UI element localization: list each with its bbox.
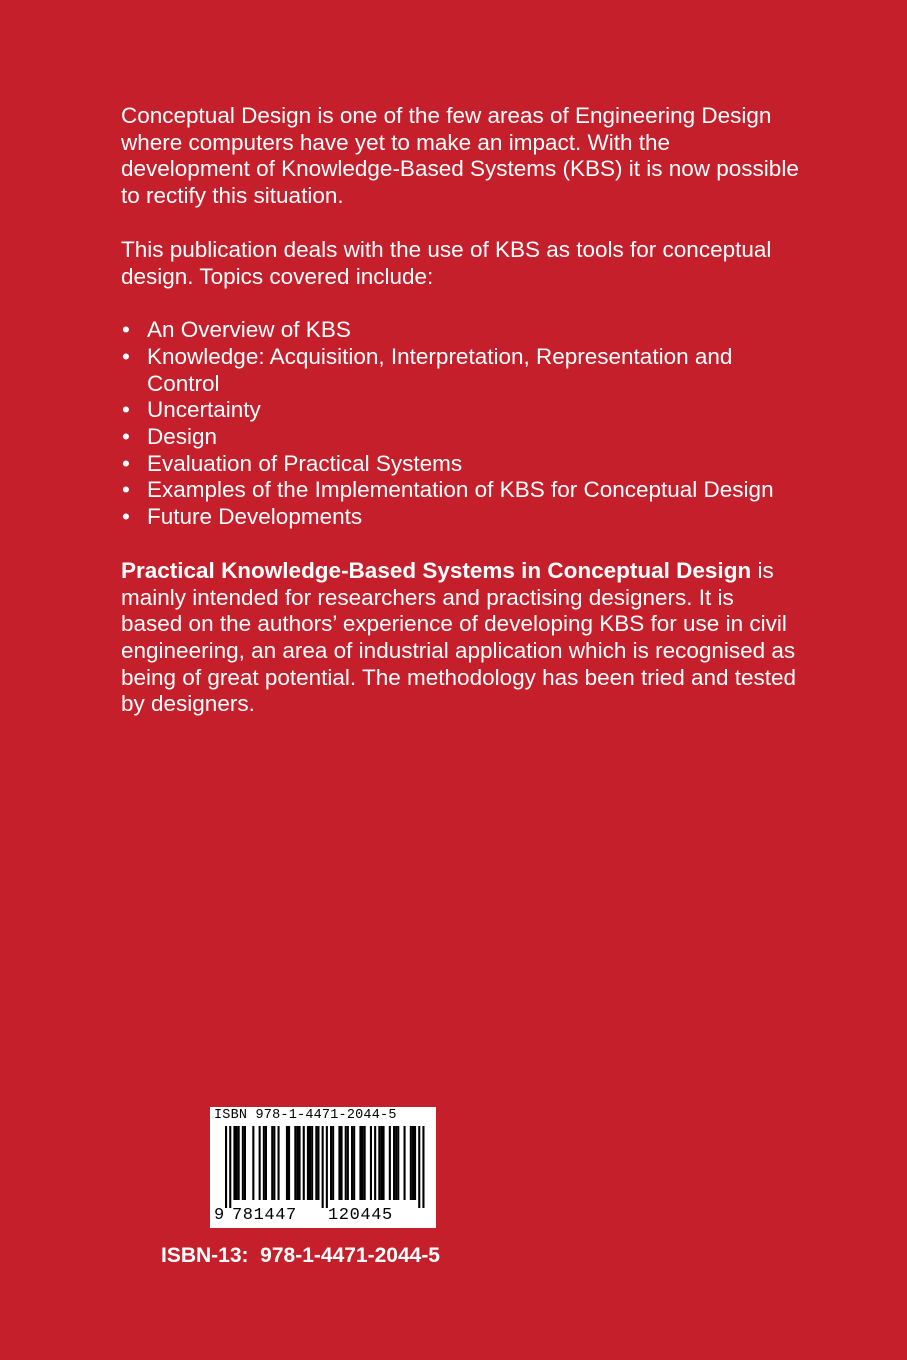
barcode-bar <box>311 1126 313 1200</box>
topics-intro-paragraph: This publication deals with the use of KBS as tools for conceptual design. Topics covered include: <box>121 236 772 289</box>
list-item: • Evaluation of Practical Systems <box>122 450 463 476</box>
book-title: Practical Knowledge-Based Systems in Conceptual Design <box>121 557 752 583</box>
bullet-icon: • <box>122 343 130 369</box>
barcode-bar <box>299 1126 301 1200</box>
barcode <box>210 1107 436 1228</box>
description-paragraph <box>121 558 801 718</box>
barcode-bar <box>307 1126 309 1200</box>
bullet-icon: • <box>122 504 130 530</box>
barcode-bar <box>383 1126 385 1200</box>
bullet-icon: • <box>122 477 130 503</box>
barcode-bar <box>395 1126 397 1200</box>
barcode-bar <box>244 1126 246 1200</box>
barcode-bar <box>414 1126 416 1200</box>
barcode-bar <box>296 1126 298 1200</box>
barcode-bar <box>412 1126 414 1200</box>
barcode-bar <box>345 1126 347 1200</box>
barcode-bar <box>315 1126 317 1200</box>
barcode-bar <box>259 1126 261 1200</box>
list-item: • An Overview of KBS <box>122 317 351 343</box>
barcode-bar <box>370 1126 372 1200</box>
barcode-bar <box>410 1126 412 1200</box>
barcode-bar <box>404 1126 406 1200</box>
barcode-bar <box>330 1126 332 1200</box>
barcode-bar <box>229 1126 231 1208</box>
barcode-bar <box>351 1126 353 1200</box>
list-item: • Design <box>122 424 218 450</box>
barcode-digit-first: 9 <box>214 1206 225 1225</box>
barcode-bar <box>263 1126 265 1200</box>
barcode-bar <box>225 1126 227 1208</box>
barcode-digits-left: 781447 <box>232 1206 297 1225</box>
barcode-bar <box>265 1126 267 1200</box>
barcode-bar <box>271 1126 273 1200</box>
barcode-bar <box>389 1126 391 1200</box>
bullet-icon: • <box>122 317 130 343</box>
barcode-bar <box>236 1126 238 1200</box>
barcode-bar <box>273 1126 275 1200</box>
isbn-13: ISBN-13: 978-1-4471-2044-5 <box>161 1244 440 1267</box>
barcode-bar <box>252 1126 254 1200</box>
bullet-icon: • <box>122 450 130 476</box>
barcode-bar <box>317 1126 319 1200</box>
barcode-bar <box>347 1126 349 1200</box>
barcode-bar <box>238 1126 240 1200</box>
barcode-bar <box>233 1126 235 1200</box>
list-item: • Examples of the Implementation of KBS for Conceptual Design <box>122 477 774 503</box>
barcode-bar <box>362 1126 364 1200</box>
barcode-bar <box>326 1126 328 1208</box>
barcode-bar <box>397 1126 399 1200</box>
barcode-bar <box>378 1126 380 1200</box>
list-item: • Knowledge: Acquisition, Interpretation, Representation and Control <box>122 343 733 396</box>
barcode-bar <box>303 1126 305 1200</box>
barcode-bar <box>364 1126 366 1200</box>
barcode-bar <box>353 1126 355 1200</box>
barcode-bars <box>210 1126 436 1208</box>
barcode-bar <box>341 1126 343 1200</box>
barcode-digits-right: 120445 <box>328 1206 393 1225</box>
barcode-bar <box>288 1126 290 1200</box>
barcode-bar <box>332 1126 334 1200</box>
intro-paragraph: Conceptual Design is one of the few areas of Engineering Design where computers have yet to make an impact. With the development of Knowledge-Based Systems (KBS) it is now possible to rectify this situation. <box>121 103 799 209</box>
barcode-bar <box>278 1126 280 1200</box>
barcode-bar <box>380 1126 382 1200</box>
list-item: • Future Developments <box>122 504 363 530</box>
barcode-isbn-label: ISBN 978-1-4471-2044-5 <box>214 1108 397 1123</box>
barcode-bar <box>309 1126 311 1200</box>
back-cover-blurb <box>121 103 801 718</box>
barcode-bar <box>374 1126 376 1200</box>
barcode-bar <box>286 1126 288 1200</box>
topics-list <box>121 317 801 531</box>
barcode-bar <box>322 1126 324 1208</box>
barcode-digits <box>210 1206 436 1228</box>
barcode-bar <box>393 1126 395 1200</box>
barcode-bar <box>338 1126 340 1200</box>
barcode-bar <box>418 1126 420 1208</box>
barcode-bar <box>294 1126 296 1200</box>
barcode-bar <box>422 1126 424 1208</box>
barcode-bar <box>242 1126 244 1200</box>
description-text: is mainly intended for researchers and practising designers. It is based on the authors’ experience of developing KBS for use in civil engineering, an area of industrial application which is recognised as being of great potential. The methodology has been tried and tested by designers. <box>121 557 797 717</box>
bullet-icon: • <box>122 397 130 423</box>
barcode-bar <box>359 1126 361 1200</box>
list-item: • Uncertainty <box>122 397 261 423</box>
bullet-icon: • <box>122 424 130 450</box>
